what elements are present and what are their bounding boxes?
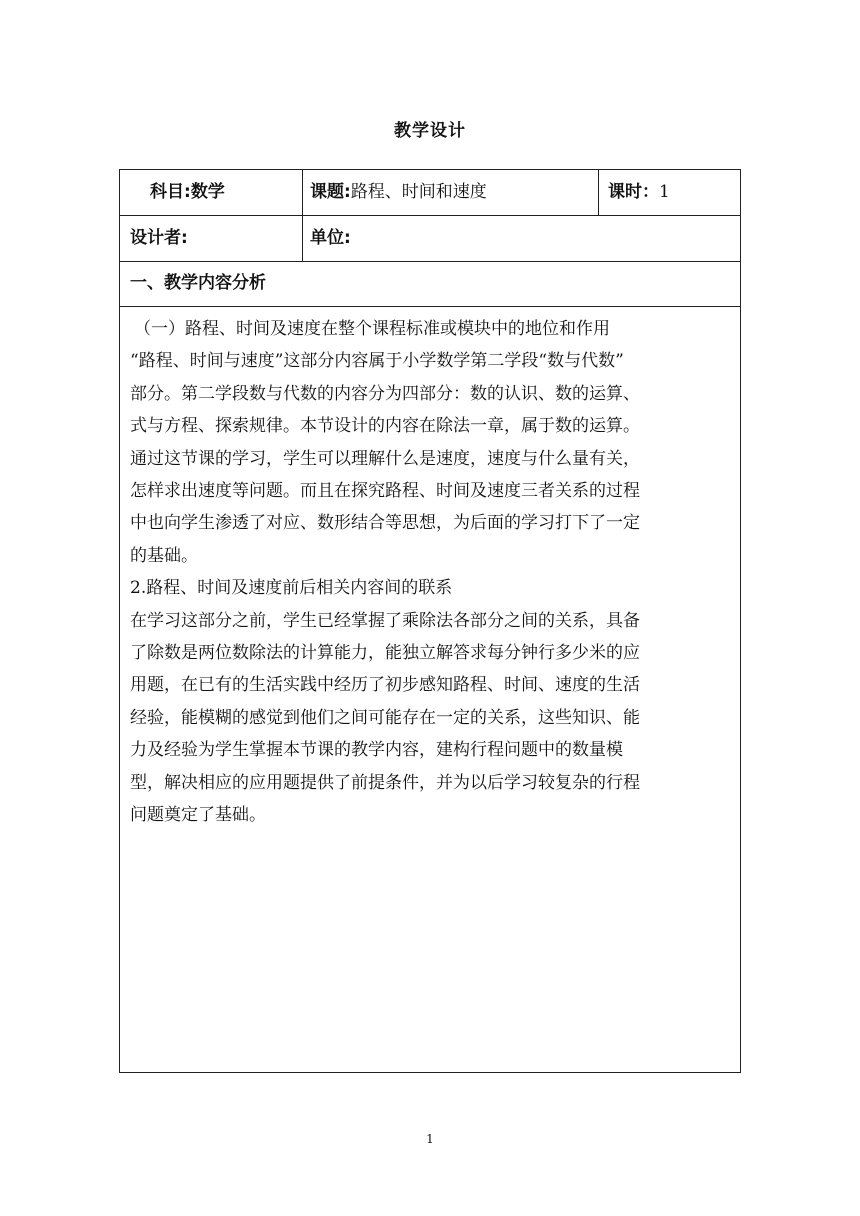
- body-line: 通过这节课的学习，学生可以理解什么是速度，速度与什么量有关，: [130, 448, 640, 469]
- body-line: 中也向学生渗透了对应、数形结合等思想，为后面的学习打下了一定: [130, 513, 640, 534]
- body-line: “路程、时间与速度”这部分内容属于小学数学第二学段“数与代数”: [130, 351, 624, 372]
- subject-cell: [150, 181, 225, 203]
- page-number: 1: [426, 1132, 434, 1146]
- subsection-heading: （一）路程、时间及速度在整个课程标准或模块中的地位和作用: [134, 319, 610, 339]
- subject-value: 数学: [190, 182, 225, 202]
- body-line: 式与方程、探索规律。本节设计的内容在除法一章，属于数的运算。: [130, 416, 640, 437]
- subsection-heading: 2.路程、时间及速度前后相关内容间的联系: [130, 578, 453, 599]
- body-line: 怎样求出速度等问题。而且在探究路程、时间及速度三者关系的过程: [130, 481, 640, 502]
- body-line: 了除数是两位数除法的计算能力，能独立解答求每分钟行多少米的应: [130, 643, 640, 664]
- topic-cell: [310, 181, 487, 203]
- period-value: 1: [659, 182, 670, 202]
- unit-label: 单位:: [310, 228, 351, 248]
- section-heading: 一、教学内容分析: [130, 273, 266, 293]
- body-line: 经验，能模糊的感觉到他们之间可能存在一定的关系，这些知识、能: [130, 707, 640, 728]
- subject-label: 科目:: [150, 182, 191, 202]
- body-line: 型，解决相应的应用题提供了前提条件，并为以后学习较复杂的行程: [130, 772, 640, 793]
- body-line: 力及经验为学生掌握本节课的教学内容，建构行程问题中的数量模: [130, 740, 623, 761]
- period-cell: [608, 181, 670, 203]
- row-divider: [120, 215, 740, 216]
- body-line: 用题，在已有的生活实践中经历了初步感知路程、时间、速度的生活: [130, 675, 640, 696]
- body-line: 的基础。: [130, 545, 198, 566]
- body-line: 问题奠定了基础。: [130, 805, 266, 826]
- column-divider: [302, 170, 303, 261]
- lesson-plan-table: [119, 169, 741, 1073]
- body-line: 部分。第二学段数与代数的内容分为四部分：数的认识、数的运算、: [130, 383, 640, 404]
- row-divider: [120, 261, 740, 262]
- topic-label: 课题:: [310, 182, 351, 202]
- designer-label: 设计者:: [130, 228, 188, 248]
- row-divider: [120, 306, 740, 307]
- page-title: 教学设计: [394, 121, 466, 141]
- body-line: 在学习这部分之前，学生已经掌握了乘除法各部分之间的关系，具备: [130, 610, 640, 631]
- section-body: [130, 313, 734, 832]
- column-divider: [598, 170, 599, 215]
- topic-value: 路程、时间和速度: [350, 182, 487, 202]
- period-label: 课时：: [608, 182, 659, 202]
